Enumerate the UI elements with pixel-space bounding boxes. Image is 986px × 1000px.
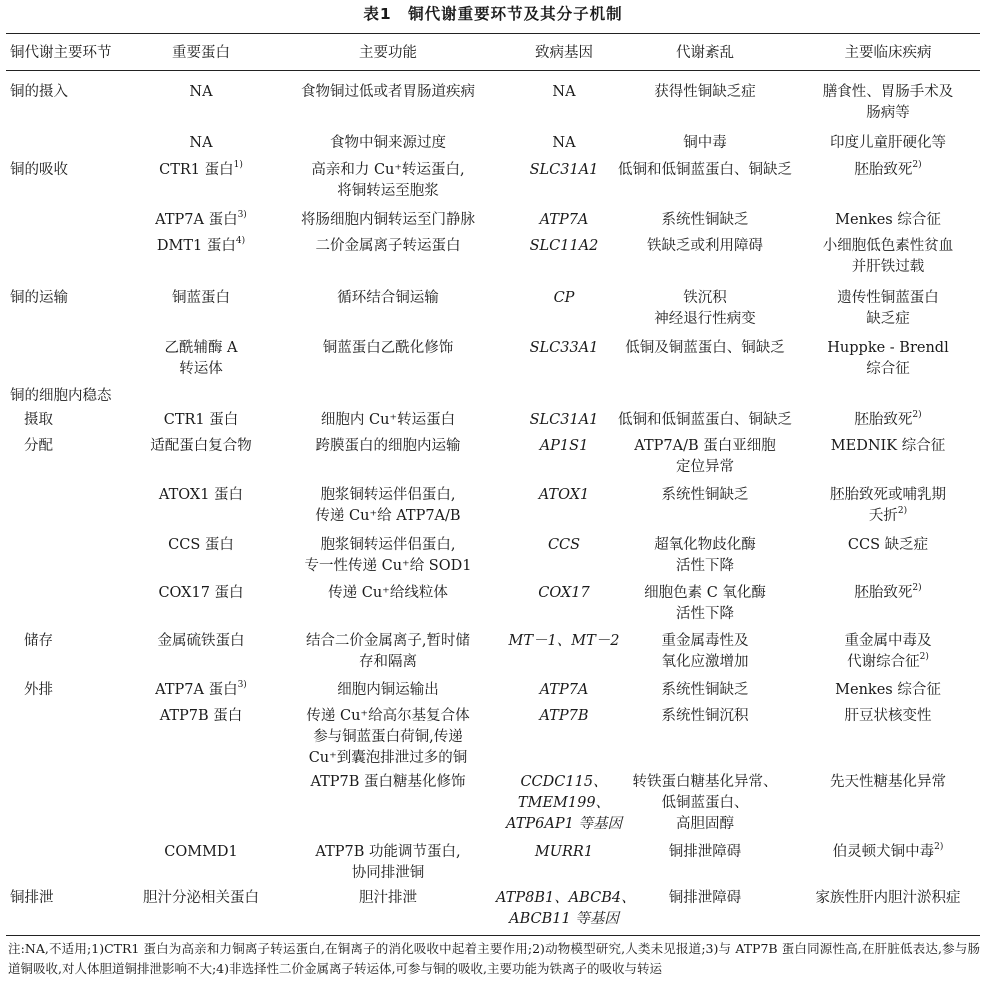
cell-disorder-line: 铜排泄障碍 bbox=[668, 890, 742, 906]
cell-disorder-line: 低铜和低铜蓝蛋白、铜缺乏 bbox=[618, 162, 792, 178]
cell-protein bbox=[128, 210, 274, 231]
cell-function bbox=[272, 583, 504, 604]
cell-function bbox=[272, 210, 504, 231]
cell-disorder-line: 活性下降 bbox=[676, 606, 734, 622]
cell-function-line: 胞浆铜转运伴侣蛋白, bbox=[320, 537, 456, 553]
cell-protein-line: CTR1 蛋白 bbox=[163, 412, 239, 428]
cell-function-line: 高亲和力 Cu⁺转运蛋白, bbox=[311, 162, 465, 178]
cell-function-line: 胞浆铜转运伴侣蛋白, bbox=[320, 487, 456, 503]
cell-disorder-line: 高胆固醇 bbox=[676, 816, 734, 832]
cell-protein bbox=[128, 485, 274, 506]
cell-function-line: 胆汁排泄 bbox=[359, 890, 417, 906]
cell-disorder bbox=[600, 82, 810, 103]
cell-disorder bbox=[600, 436, 810, 478]
cell-function-line: 存和隔离 bbox=[359, 654, 417, 670]
header-protein: 重要蛋白 bbox=[172, 45, 230, 61]
cell-gene-line: MT－1、MT－2 bbox=[508, 633, 620, 649]
cell-disorder bbox=[600, 288, 810, 330]
cell-disease bbox=[796, 338, 980, 380]
cell-protein bbox=[128, 842, 274, 863]
header-disorder: 代谢紊乱 bbox=[676, 45, 734, 61]
cell-disease-line: 遗传性铜蓝蛋白 bbox=[837, 290, 939, 306]
cell-disorder-line: 转铁蛋白糖基化异常、 bbox=[632, 774, 778, 790]
cell-disorder bbox=[600, 772, 810, 835]
cell-disorder bbox=[600, 680, 810, 701]
cell-disease bbox=[796, 583, 980, 604]
cell-disease-line: 胚胎致死或哺乳期 bbox=[830, 487, 946, 503]
cell-disease-line: 肝豆状核变性 bbox=[844, 708, 932, 724]
cell-protein bbox=[128, 410, 274, 431]
cell-disease bbox=[796, 485, 980, 527]
cell-disorder bbox=[600, 485, 810, 506]
cell-disease bbox=[796, 680, 980, 701]
cell-disease bbox=[796, 772, 980, 793]
cell-disorder bbox=[600, 338, 810, 359]
cell-disorder-line: 铜中毒 bbox=[683, 135, 727, 151]
bottom-rule bbox=[6, 935, 980, 936]
cell-disease-line: Menkes 综合征 bbox=[835, 212, 941, 228]
cell-function bbox=[272, 485, 504, 527]
cell-disease bbox=[796, 706, 980, 727]
cell-gene-line: ATP6AP1 等基因 bbox=[506, 816, 622, 832]
cell-protein bbox=[128, 631, 274, 652]
footnote-marker: 1) bbox=[233, 160, 243, 171]
cell-disorder-line: 神经退行性病变 bbox=[654, 311, 756, 327]
cell-protein-line: DMT1 蛋白$^{4)}$ bbox=[156, 236, 246, 254]
cell-disease-line: 并肝铁过载 bbox=[851, 259, 925, 275]
cell-disease bbox=[796, 236, 980, 278]
cell-disease-line: 胚胎致死$^{2)}$ bbox=[854, 160, 922, 178]
cell-stage: 外排 bbox=[24, 682, 53, 698]
cell-gene-line: CCS bbox=[547, 537, 581, 553]
cell-disorder-line: ATP7A/B 蛋白亚细胞 bbox=[634, 438, 776, 454]
cell-protein-line: ATP7A 蛋白$^{3)}$ bbox=[155, 210, 247, 228]
cell-protein-line: 铜蓝蛋白 bbox=[172, 290, 230, 306]
cell-function-line: 细胞内铜运输出 bbox=[337, 682, 439, 698]
cell-stage: 分配 bbox=[24, 438, 53, 454]
footnote-marker: 3) bbox=[237, 210, 247, 221]
cell-disorder-line: 系统性铜缺乏 bbox=[661, 682, 749, 698]
cell-disorder bbox=[600, 631, 810, 673]
cell-stage: 铜的吸收 bbox=[10, 162, 68, 178]
cell-protein-line: NA bbox=[189, 135, 213, 151]
cell-protein-line: CTR1 蛋白$^{1)}$ bbox=[159, 160, 243, 178]
cell-function bbox=[272, 82, 504, 103]
cell-disorder-line: 低铜蓝蛋白、 bbox=[661, 795, 749, 811]
cell-protein-line: NA bbox=[189, 84, 213, 100]
cell-disorder-line: 氧化应激增加 bbox=[661, 654, 749, 670]
cell-protein bbox=[128, 160, 274, 181]
cell-gene-line: SLC31A1 bbox=[529, 412, 599, 428]
cell-protein bbox=[128, 288, 274, 309]
cell-disorder-line: 重金属毒性及 bbox=[661, 633, 749, 649]
cell-disease-line: 胚胎致死$^{2)}$ bbox=[854, 410, 922, 428]
cell-protein-line: 胆汁分泌相关蛋白 bbox=[143, 890, 259, 906]
cell-protein bbox=[128, 338, 274, 380]
footnote-marker: 4) bbox=[235, 236, 246, 247]
footnote-marker: 2) bbox=[934, 842, 944, 853]
cell-disorder bbox=[600, 535, 810, 577]
cell-disease-line: Huppke - Brendl bbox=[827, 340, 949, 356]
cell-disease-line: 印度儿童肝硬化等 bbox=[830, 135, 946, 151]
cell-gene-line: ABCB11 等基因 bbox=[509, 911, 619, 927]
cell-protein bbox=[128, 82, 274, 103]
cell-protein-line: 金属硫铁蛋白 bbox=[157, 633, 245, 649]
cell-disease bbox=[796, 133, 980, 154]
cell-function-line: 专一性传递 Cu⁺给 SOD1 bbox=[304, 558, 472, 574]
cell-protein-line: COMMD1 bbox=[164, 844, 238, 860]
top-rule bbox=[6, 33, 980, 34]
cell-protein-line: COX17 蛋白 bbox=[158, 585, 244, 601]
cell-function-line: 跨膜蛋白的细胞内运输 bbox=[315, 438, 461, 454]
cell-gene-line: SLC11A2 bbox=[529, 238, 599, 254]
cell-disorder-line: 超氧化物歧化酶 bbox=[654, 537, 756, 553]
cell-disorder bbox=[600, 160, 810, 181]
cell-disease-line: 夭折$^{2)}$ bbox=[868, 506, 908, 524]
cell-gene-line: COX17 bbox=[538, 585, 590, 601]
cell-disease-line: CCS 缺乏症 bbox=[847, 537, 929, 553]
cell-disorder bbox=[600, 236, 810, 257]
cell-disease bbox=[796, 160, 980, 181]
cell-function-line: 传递 Cu⁺给 ATP7A/B bbox=[315, 508, 461, 524]
cell-protein bbox=[128, 535, 274, 556]
cell-function bbox=[272, 338, 504, 359]
cell-gene-line: ATP7A bbox=[539, 212, 589, 228]
cell-disorder bbox=[600, 888, 810, 909]
cell-disease bbox=[796, 288, 980, 330]
cell-protein bbox=[128, 583, 274, 604]
cell-gene-line: CCDC115、 bbox=[520, 774, 608, 790]
footnote-marker: 2) bbox=[912, 410, 922, 421]
cell-stage: 摄取 bbox=[24, 412, 53, 428]
cell-protein bbox=[128, 706, 274, 727]
cell-protein bbox=[128, 888, 274, 909]
cell-stage: 铜排泄 bbox=[10, 890, 54, 906]
footnote-marker: 2) bbox=[919, 652, 929, 663]
cell-protein-line: ATP7A 蛋白$^{3)}$ bbox=[155, 680, 247, 698]
cell-function-line: ATP7B 功能调节蛋白, bbox=[315, 844, 461, 860]
cell-disorder bbox=[600, 583, 810, 625]
header-gene: 致病基因 bbox=[535, 45, 593, 61]
cell-disorder-line: 细胞色素 C 氧化酶 bbox=[644, 585, 766, 601]
cell-function-line: 参与铜蓝蛋白荷铜,传递 bbox=[313, 729, 463, 745]
cell-disease-line: 肠病等 bbox=[866, 105, 910, 121]
cell-protein bbox=[128, 680, 274, 701]
cell-disorder-line: 低铜和低铜蓝蛋白、铜缺乏 bbox=[618, 412, 792, 428]
cell-function bbox=[272, 236, 504, 257]
footnote-marker: 2) bbox=[912, 583, 922, 594]
cell-disease-line: 代谢综合征$^{2)}$ bbox=[847, 652, 929, 670]
cell-function bbox=[272, 160, 504, 202]
cell-function-line: ATP7B 蛋白糖基化修饰 bbox=[310, 774, 466, 790]
cell-stage: 铜的摄入 bbox=[10, 84, 68, 100]
cell-protein-line: ATOX1 蛋白 bbox=[158, 487, 244, 503]
cell-disorder-line: 铁缺乏或利用障碍 bbox=[647, 238, 763, 254]
cell-protein bbox=[128, 236, 274, 257]
cell-function bbox=[272, 410, 504, 431]
cell-gene-line: SLC31A1 bbox=[529, 162, 599, 178]
cell-gene-line: SLC33A1 bbox=[529, 340, 599, 356]
cell-function-line: 协同排泄铜 bbox=[351, 865, 425, 881]
header-function: 主要功能 bbox=[359, 45, 417, 61]
cell-protein-line: ATP7B 蛋白 bbox=[159, 708, 243, 724]
cell-disease bbox=[796, 82, 980, 124]
cell-disorder bbox=[600, 210, 810, 231]
cell-disorder-line: 系统性铜缺乏 bbox=[661, 212, 749, 228]
cell-disease-line: 胚胎致死$^{2)}$ bbox=[854, 583, 922, 601]
cell-function bbox=[272, 436, 504, 457]
cell-function-line: 将肠细胞内铜转运至门静脉 bbox=[301, 212, 475, 228]
cell-disease bbox=[796, 631, 980, 673]
cell-gene-line: ATP8B1、ABCB4、 bbox=[496, 890, 636, 906]
cell-protein-line: 转运体 bbox=[179, 361, 223, 377]
cell-disease-line: MEDNIK 综合征 bbox=[830, 438, 946, 454]
cell-gene-line: ATP7B bbox=[539, 708, 589, 724]
footnote: 注:NA,不适用;1)CTR1 蛋白为高亲和力铜离子转运蛋白,在铜离子的消化吸收中起着主要作用;2)动物模型研究,人类未见报道;3)与 ATP7B 蛋白同源性高,在肝脏低表达,参与肠道铜吸收,对人体胆道铜排泄影响不大;4)非选择性二价金属离子转运体,可参与铜的吸收,主要功能为铁离子的吸收与转运 bbox=[8, 941, 980, 976]
cell-disorder-line: 系统性铜沉积 bbox=[661, 708, 749, 724]
header-rule bbox=[6, 70, 980, 71]
footnote-marker: 3) bbox=[237, 680, 247, 691]
cell-function bbox=[272, 680, 504, 701]
cell-disorder bbox=[600, 410, 810, 431]
cell-function-line: 传递 Cu⁺给高尔基复合体 bbox=[306, 708, 470, 724]
cell-function-line: 将铜转运至胞浆 bbox=[337, 183, 439, 199]
cell-gene-line: ATOX1 bbox=[538, 487, 590, 503]
cell-stage: 储存 bbox=[24, 633, 53, 649]
cell-disease-line: 综合征 bbox=[866, 361, 910, 377]
cell-disease-line: 缺乏症 bbox=[866, 311, 910, 327]
cell-gene-line: NA bbox=[552, 84, 576, 100]
cell-disorder-line: 活性下降 bbox=[676, 558, 734, 574]
cell-function bbox=[272, 133, 504, 154]
cell-function-line: 传递 Cu⁺给线粒体 bbox=[328, 585, 448, 601]
cell-disease-line: Menkes 综合征 bbox=[835, 682, 941, 698]
cell-function-line: 食物中铜来源过度 bbox=[330, 135, 446, 151]
cell-disease-line: 家族性肝内胆汁淤积症 bbox=[815, 890, 961, 906]
cell-disorder-line: 铁沉积 bbox=[683, 290, 727, 306]
cell-disease bbox=[796, 436, 980, 457]
cell-disorder bbox=[600, 133, 810, 154]
cell-disease-line: 先天性糖基化异常 bbox=[830, 774, 946, 790]
cell-function-line: 食物铜过低或者胃肠道疾病 bbox=[301, 84, 475, 100]
cell-protein-line: CCS 蛋白 bbox=[168, 537, 234, 553]
cell-function-line: Cu⁺到囊泡排泄过多的铜 bbox=[308, 750, 468, 766]
cell-protein bbox=[128, 133, 274, 154]
cell-disease bbox=[796, 410, 980, 431]
cell-disease bbox=[796, 842, 980, 863]
cell-disorder-line: 低铜及铜蓝蛋白、铜缺乏 bbox=[625, 340, 785, 356]
cell-stage: 铜的细胞内稳态 bbox=[10, 388, 112, 404]
cell-function bbox=[272, 706, 504, 769]
cell-disorder-line: 定位异常 bbox=[676, 459, 734, 475]
header-disease: 主要临床疾病 bbox=[844, 45, 932, 61]
footnote-marker: 2) bbox=[912, 160, 922, 171]
header-row bbox=[0, 40, 986, 66]
cell-disease-line: 伯灵顿犬铜中毒$^{2)}$ bbox=[832, 842, 944, 860]
cell-stage: 铜的运输 bbox=[10, 290, 68, 306]
cell-gene-line: TMEM199、 bbox=[517, 795, 611, 811]
footnote-marker: 2) bbox=[897, 506, 908, 517]
cell-disease bbox=[796, 210, 980, 231]
cell-gene-line: MURR1 bbox=[534, 844, 594, 860]
cell-function bbox=[272, 535, 504, 577]
cell-disease-line: 小细胞低色素性贫血 bbox=[822, 238, 954, 254]
cell-disease-line: 膳食性、胃肠手术及 bbox=[822, 84, 954, 100]
cell-gene-line: ATP7A bbox=[539, 682, 589, 698]
cell-disorder-line: 铜排泄障碍 bbox=[668, 844, 742, 860]
header-stage: 铜代谢主要环节 bbox=[10, 45, 112, 61]
cell-function bbox=[272, 631, 504, 673]
cell-function bbox=[272, 842, 504, 884]
cell-function-line: 铜蓝蛋白乙酰化修饰 bbox=[322, 340, 454, 356]
cell-disease-line: 重金属中毒及 bbox=[844, 633, 932, 649]
cell-protein-line: 适配蛋白复合物 bbox=[150, 438, 252, 454]
cell-function bbox=[272, 888, 504, 909]
cell-disorder bbox=[600, 706, 810, 727]
cell-function-line: 结合二价金属离子,暂时储 bbox=[305, 633, 471, 649]
cell-gene-line: NA bbox=[552, 135, 576, 151]
cell-function-line: 二价金属离子转运蛋白 bbox=[315, 238, 461, 254]
table-title: 表1 铜代谢重要环节及其分子机制 bbox=[363, 5, 623, 23]
cell-protein-line: 乙酰辅酶 A bbox=[164, 340, 238, 356]
cell-gene-line: AP1S1 bbox=[539, 438, 589, 454]
cell-function bbox=[272, 772, 504, 793]
cell-function bbox=[272, 288, 504, 309]
cell-disorder bbox=[600, 842, 810, 863]
cell-disorder-line: 系统性铜缺乏 bbox=[661, 487, 749, 503]
cell-disease bbox=[796, 535, 980, 556]
cell-function-line: 细胞内 Cu⁺转运蛋白 bbox=[320, 412, 456, 428]
cell-disease bbox=[796, 888, 980, 909]
cell-disorder-line: 获得性铜缺乏症 bbox=[654, 84, 756, 100]
cell-function-line: 循环结合铜运输 bbox=[337, 290, 439, 306]
cell-protein bbox=[128, 436, 274, 457]
cell-gene-line: CP bbox=[553, 290, 575, 306]
